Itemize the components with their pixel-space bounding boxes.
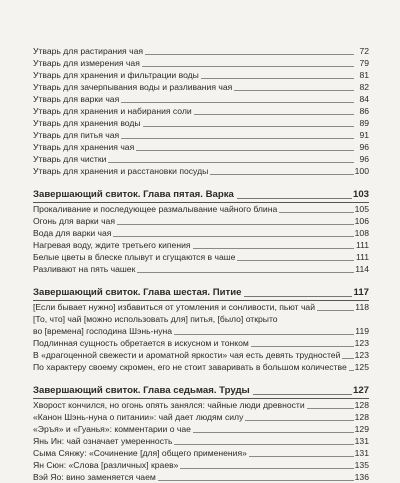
toc-entry-page: 123 <box>354 338 369 348</box>
toc-entry[interactable] <box>33 349 369 361</box>
table-of-contents <box>33 45 369 483</box>
leader-line <box>279 212 353 213</box>
leader-line <box>201 78 354 79</box>
toc-entry-page: 100 <box>354 166 369 176</box>
toc-entry[interactable] <box>33 459 369 471</box>
toc-entry[interactable] <box>33 215 369 227</box>
leader-line <box>249 456 354 457</box>
leader-line <box>253 394 352 395</box>
toc-entry-page: 136 <box>354 472 369 482</box>
toc-entry[interactable] <box>33 141 369 153</box>
toc-entry-page: 111 <box>355 252 369 262</box>
toc-entry-page: 108 <box>354 228 369 238</box>
toc-entry-page: 106 <box>354 216 369 226</box>
toc-entry-title: Утварь для варки чая <box>33 94 120 104</box>
toc-entry-page: 86 <box>359 106 369 116</box>
leader-line <box>180 468 353 469</box>
toc-entry-title: [То, что] чай [можно использовать для] питья, [было] открыто <box>33 314 278 324</box>
chapter-title: Завершающий свиток. Глава пятая. Варка <box>33 189 234 200</box>
toc-entry-title: «Канон Шэнь-нуна о питании»: чай дает людям силу <box>33 412 244 422</box>
leader-line <box>237 198 352 199</box>
toc-entry[interactable] <box>33 129 369 141</box>
toc-entry-title: По характеру своему скромен, его не стоит заваривать в большом количестве <box>33 362 347 372</box>
toc-entry[interactable] <box>33 81 369 93</box>
toc-entry[interactable] <box>33 361 369 373</box>
toc-entry-page: 91 <box>359 130 369 140</box>
toc-entry[interactable] <box>33 45 369 57</box>
toc-entry[interactable] <box>33 423 369 435</box>
toc-entry-title: Утварь для зачерпывания воды и разливания чая <box>33 82 233 92</box>
toc-entry-title: В «драгоценной свежести и ароматной яркости» чая есть девять трудностей <box>33 350 341 360</box>
toc-entry[interactable] <box>33 105 369 117</box>
toc-group-utensils <box>33 45 369 177</box>
toc-entry[interactable] <box>33 399 369 411</box>
toc-entry[interactable] <box>33 203 369 215</box>
toc-entry-page: 79 <box>359 58 369 68</box>
toc-entry-title: Утварь для хранения воды <box>33 118 141 128</box>
toc-group-chapter-7 <box>33 384 369 483</box>
toc-entry[interactable] <box>33 447 369 459</box>
leader-line <box>342 358 353 359</box>
toc-entry-title: Огонь для варки чая <box>33 216 115 226</box>
toc-entry[interactable] <box>33 227 369 239</box>
toc-entry-wrapped-line[interactable] <box>33 313 369 325</box>
leader-line <box>194 114 354 115</box>
leader-line <box>317 310 354 311</box>
toc-entry[interactable] <box>33 325 369 337</box>
toc-entry-title: Хворост кончился, но огонь опять занялся: чайные люди древности <box>33 400 305 410</box>
chapter-page: 103 <box>352 189 369 200</box>
leader-line <box>121 138 354 139</box>
toc-entry-title: Вэй Яо: вино заменяется чаем <box>33 472 156 482</box>
chapter-heading[interactable] <box>33 384 369 397</box>
toc-entry-title: [Если бывает нужно] избавиться от утомления и сонливости, пьют чай <box>33 302 316 312</box>
toc-entry-page: 128 <box>354 412 369 422</box>
leader-line <box>137 272 354 273</box>
toc-entry-title: Утварь для хранения и расстановки посуды <box>33 166 209 176</box>
toc-entry-title: Ян Сюн: «Слова [различных] краев» <box>33 460 179 470</box>
toc-entry[interactable] <box>33 435 369 447</box>
leader-line <box>145 54 354 55</box>
toc-entry-title: Утварь для измерения чая <box>33 58 140 68</box>
leader-line <box>210 174 353 175</box>
leader-line <box>349 370 354 371</box>
toc-entry-title: Нагревая воду, ждите третьего кипения <box>33 240 191 250</box>
toc-entry-page: 96 <box>359 142 369 152</box>
toc-entry[interactable] <box>33 471 369 483</box>
chapter-heading[interactable] <box>33 286 369 299</box>
toc-entry-page: 105 <box>354 204 369 214</box>
toc-entry[interactable] <box>33 301 369 313</box>
toc-entry-title: Утварь для хранения и фильтрации воды <box>33 70 199 80</box>
chapter-page: 127 <box>352 385 369 396</box>
chapter-page: 117 <box>353 287 369 298</box>
toc-entry-title: Утварь для питья чая <box>33 130 120 140</box>
toc-entry-title: Утварь для чистки <box>33 154 107 164</box>
toc-entry-page: 128 <box>354 400 369 410</box>
toc-entry-page: 111 <box>355 240 369 250</box>
toc-entry-title: Белые цветы в блеске плывут и сгущаются в чаше <box>33 252 236 262</box>
leader-line <box>143 126 354 127</box>
toc-entry[interactable] <box>33 93 369 105</box>
toc-entry-page: 129 <box>354 424 369 434</box>
toc-group-chapter-6 <box>33 286 369 373</box>
toc-entry-page: 82 <box>359 82 369 92</box>
leader-line <box>237 260 354 261</box>
leader-line <box>234 90 354 91</box>
toc-entry[interactable] <box>33 263 369 275</box>
leader-line <box>121 102 354 103</box>
toc-entry-page: 89 <box>359 118 369 128</box>
toc-entry[interactable] <box>33 251 369 263</box>
leader-line <box>117 224 354 225</box>
leader-line <box>136 150 354 151</box>
toc-entry-page: 72 <box>359 46 369 56</box>
toc-entry-title: Вода для варки чая <box>33 228 112 238</box>
leader-line <box>108 162 354 163</box>
toc-entry-page: 131 <box>354 436 369 446</box>
toc-entry[interactable] <box>33 153 369 165</box>
toc-entry-page: 96 <box>359 154 369 164</box>
chapter-title: Завершающий свиток. Глава шестая. Питие <box>33 287 242 298</box>
leader-line <box>193 248 354 249</box>
leader-line <box>244 296 352 297</box>
toc-entry-page: 119 <box>355 326 369 336</box>
toc-entry[interactable] <box>33 57 369 69</box>
toc-entry-page: 123 <box>354 350 369 360</box>
toc-entry-page: 135 <box>354 460 369 470</box>
toc-group-chapter-5 <box>33 188 369 275</box>
toc-entry-page: 125 <box>354 362 369 372</box>
toc-entry-title: Сыма Сянжу: «Сочинение [для] общего применения» <box>33 448 247 458</box>
toc-entry-page: 81 <box>359 70 369 80</box>
toc-entry-page: 114 <box>355 264 369 274</box>
chapter-title: Завершающий свиток. Глава седьмая. Труды <box>33 385 250 396</box>
leader-line <box>142 66 354 67</box>
leader-line <box>307 408 354 409</box>
toc-entry[interactable] <box>33 69 369 81</box>
chapter-heading[interactable] <box>33 188 369 201</box>
toc-entry[interactable] <box>33 337 369 349</box>
toc-entry-page: 131 <box>354 448 369 458</box>
leader-line <box>245 420 353 421</box>
toc-entry-title: во [времена] господина Шэнь-нуна <box>33 326 173 336</box>
toc-entry-title: «Эръя» и «Гуанья»: комментарии о чае <box>33 424 191 434</box>
toc-entry-title: Утварь для растирания чая <box>33 46 144 56</box>
toc-entry-title: Янь Ин: чай означает умеренность <box>33 436 173 446</box>
leader-line <box>174 444 353 445</box>
toc-entry[interactable] <box>33 117 369 129</box>
toc-entry-page: 84 <box>359 94 369 104</box>
toc-entry[interactable] <box>33 165 369 177</box>
toc-entry-title: Прокаливание и последующее размалывание чайного блина <box>33 204 278 214</box>
toc-entry-page: 118 <box>355 302 369 312</box>
leader-line <box>113 236 353 237</box>
leader-line <box>193 432 354 433</box>
toc-entry-title: Подлинная сущность обретается в искусном и тонком <box>33 338 249 348</box>
toc-entry-title: Разливают на пять чашек <box>33 264 136 274</box>
toc-entry[interactable] <box>33 411 369 423</box>
toc-entry-title: Утварь для хранения чая <box>33 142 135 152</box>
leader-line <box>251 346 354 347</box>
leader-line <box>174 334 354 335</box>
toc-entry-title: Утварь для хранения и набирания соли <box>33 106 192 116</box>
leader-line <box>158 480 354 481</box>
toc-entry[interactable] <box>33 239 369 251</box>
